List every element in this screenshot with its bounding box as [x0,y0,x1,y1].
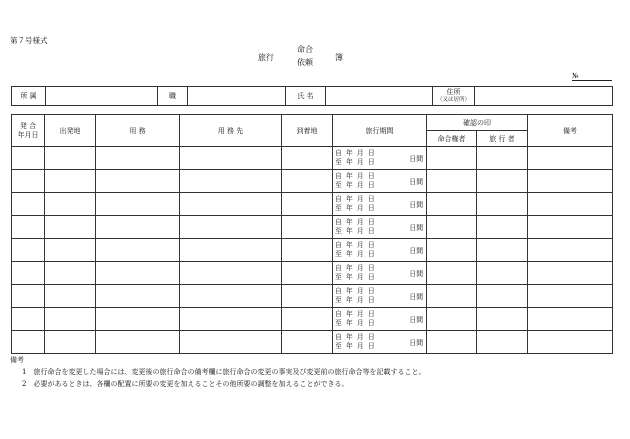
business-cell[interactable] [96,308,180,331]
title-order: 命合 [297,45,313,54]
issue-date-header [12,115,45,147]
business-cell[interactable] [96,170,180,193]
number-field [572,72,612,81]
period-to: 至 年 月 日 [335,250,376,258]
remarks-cell[interactable] [528,308,613,331]
destination-cell[interactable] [180,308,282,331]
period-from-to [335,172,376,190]
arrival-cell[interactable] [282,147,333,170]
notes-heading: 備考 [10,356,24,364]
business-cell[interactable] [96,285,180,308]
period-from: 自 年 月 日 [335,218,376,226]
table-row [12,170,613,193]
remarks-cell[interactable] [528,147,613,170]
period-to: 至 年 月 日 [335,296,376,304]
period-from-to [335,264,376,282]
note-item-1: 1 旅行命合を変更した場合には、変更後の旅行命合の備考欄に旅行命合の変更の事実及び変更前の旅行命合等を記載すること。 [22,368,426,376]
confirm-traveler-cell[interactable] [477,170,528,193]
destination-cell[interactable] [180,216,282,239]
business-cell[interactable] [96,216,180,239]
period-from: 自 年 月 日 [335,149,376,157]
confirm-header: 確認の印 [427,115,528,131]
arrival-cell[interactable] [282,216,333,239]
destination-cell[interactable] [180,147,282,170]
name-label: 氏 名 [286,87,326,106]
table-row [12,285,613,308]
confirm-traveler-cell[interactable] [477,239,528,262]
period-from: 自 年 月 日 [335,287,376,295]
period-cell[interactable] [333,239,427,262]
table-row [12,147,613,170]
affiliation-field[interactable] [46,87,158,106]
issue-date-cell[interactable] [12,147,45,170]
confirm-traveler-cell[interactable] [477,262,528,285]
form-number: 第７号様式 [10,36,48,45]
destination-cell[interactable] [180,193,282,216]
destination-cell[interactable] [180,170,282,193]
confirm-authority-cell[interactable] [427,239,477,262]
table-row [12,308,613,331]
personal-info-table [11,86,613,106]
destination-cell[interactable] [180,262,282,285]
departure-cell[interactable] [45,216,96,239]
issue-date-cell[interactable] [12,308,45,331]
business-header: 用 務 [96,115,180,147]
position-field[interactable] [188,87,286,106]
arrival-cell[interactable] [282,262,333,285]
period-from: 自 年 月 日 [335,333,376,341]
period-cell[interactable] [333,331,427,354]
confirm-traveler-cell[interactable] [477,216,528,239]
period-days: 日間 [409,247,423,255]
issue-date-header-line2: 年月日 [17,130,39,139]
confirm-traveler-cell[interactable] [477,331,528,354]
issue-date-cell[interactable] [12,193,45,216]
period-to: 至 年 月 日 [335,342,376,350]
remarks-header: 備考 [528,115,613,147]
period-days: 日間 [409,339,423,347]
confirm-authority-cell[interactable] [427,170,477,193]
confirm-authority-cell[interactable] [427,216,477,239]
departure-cell[interactable] [45,193,96,216]
address-label-main: 住所 [446,88,461,96]
departure-cell[interactable] [45,239,96,262]
number-label: № [572,72,579,80]
issue-date-cell[interactable] [12,170,45,193]
confirm-authority-cell[interactable] [427,285,477,308]
confirm-authority-cell[interactable] [427,193,477,216]
position-label: 職 [158,87,188,106]
period-to: 至 年 月 日 [335,227,376,235]
table-row [12,331,613,354]
period-from: 自 年 月 日 [335,264,376,272]
period-to: 至 年 月 日 [335,181,376,189]
arrival-header: 到着地 [282,115,333,147]
confirm-authority-cell[interactable] [427,308,477,331]
title-register: 簿 [335,53,343,62]
confirm-traveler-cell[interactable] [477,308,528,331]
arrival-cell[interactable] [282,193,333,216]
remarks-cell[interactable] [528,170,613,193]
period-cell[interactable] [333,193,427,216]
period-days: 日間 [409,178,423,186]
remarks-cell[interactable] [528,285,613,308]
issue-date-cell[interactable] [12,239,45,262]
arrival-cell[interactable] [282,331,333,354]
period-days: 日間 [409,270,423,278]
name-field[interactable] [326,87,433,106]
issue-date-header-line1: 発 合 [19,121,37,130]
address-label [433,87,475,106]
confirm-authority-cell[interactable] [427,331,477,354]
arrival-cell[interactable] [282,285,333,308]
affiliation-label: 所 属 [12,87,46,106]
confirm-authority-cell[interactable] [427,262,477,285]
confirm-traveler-cell[interactable] [477,147,528,170]
remarks-cell[interactable] [528,216,613,239]
business-cell[interactable] [96,262,180,285]
travel-register-table [11,114,613,354]
note-item-2: 2 必要があるときは、各欄の配置に所要の変更を加えることその他所要の調整を加えることができる。 [22,380,349,388]
period-cell[interactable] [333,170,427,193]
period-from: 自 年 月 日 [335,241,376,249]
remarks-cell[interactable] [528,331,613,354]
period-days: 日間 [409,316,423,324]
period-to: 至 年 月 日 [335,158,376,166]
period-days: 日間 [409,293,423,301]
departure-cell[interactable] [45,285,96,308]
table-row [12,216,613,239]
period-to: 至 年 月 日 [335,319,376,327]
departure-cell[interactable] [45,308,96,331]
issue-date-cell[interactable] [12,285,45,308]
arrival-cell[interactable] [282,239,333,262]
period-from-to [335,149,376,167]
period-cell[interactable] [333,285,427,308]
period-days: 日間 [409,224,423,232]
table-row [12,262,613,285]
business-cell[interactable] [96,331,180,354]
confirm-traveler-header: 旅 行 者 [477,131,528,147]
period-to: 至 年 月 日 [335,273,376,281]
period-days: 日間 [409,201,423,209]
departure-cell[interactable] [45,147,96,170]
issue-date-cell[interactable] [12,331,45,354]
confirm-authority-header: 命合権者 [427,131,477,147]
table-row [12,193,613,216]
departure-header: 出発地 [45,115,96,147]
departure-cell[interactable] [45,170,96,193]
destination-cell[interactable] [180,331,282,354]
title-travel: 旅行 [258,53,274,62]
title-request: 依頼 [297,58,313,67]
issue-date-cell[interactable] [12,216,45,239]
period-header: 旅行期間 [333,115,427,147]
table-row [12,239,613,262]
period-cell[interactable] [333,216,427,239]
business-cell[interactable] [96,193,180,216]
arrival-cell[interactable] [282,170,333,193]
period-from-to [335,218,376,236]
period-to: 至 年 月 日 [335,204,376,212]
period-from-to [335,287,376,305]
destination-cell[interactable] [180,239,282,262]
business-cell[interactable] [96,239,180,262]
confirm-traveler-cell[interactable] [477,285,528,308]
remarks-cell[interactable] [528,239,613,262]
business-cell[interactable] [96,147,180,170]
destination-header: 用 務 先 [180,115,282,147]
period-from-to [335,310,376,328]
period-from-to [335,333,376,351]
address-field[interactable] [475,87,613,106]
confirm-traveler-cell[interactable] [477,193,528,216]
departure-cell[interactable] [45,262,96,285]
period-cell[interactable] [333,262,427,285]
destination-cell[interactable] [180,285,282,308]
remarks-cell[interactable] [528,193,613,216]
period-from: 自 年 月 日 [335,172,376,180]
arrival-cell[interactable] [282,308,333,331]
period-from-to [335,241,376,259]
notes-section [10,354,425,390]
period-cell[interactable] [333,147,427,170]
period-cell[interactable] [333,308,427,331]
departure-cell[interactable] [45,331,96,354]
period-from-to [335,195,376,213]
issue-date-cell[interactable] [12,262,45,285]
remarks-cell[interactable] [528,262,613,285]
period-from: 自 年 月 日 [335,195,376,203]
period-from: 自 年 月 日 [335,310,376,318]
confirm-authority-cell[interactable] [427,147,477,170]
period-days: 日間 [409,155,423,163]
address-label-note: （又は居所） [436,97,470,103]
